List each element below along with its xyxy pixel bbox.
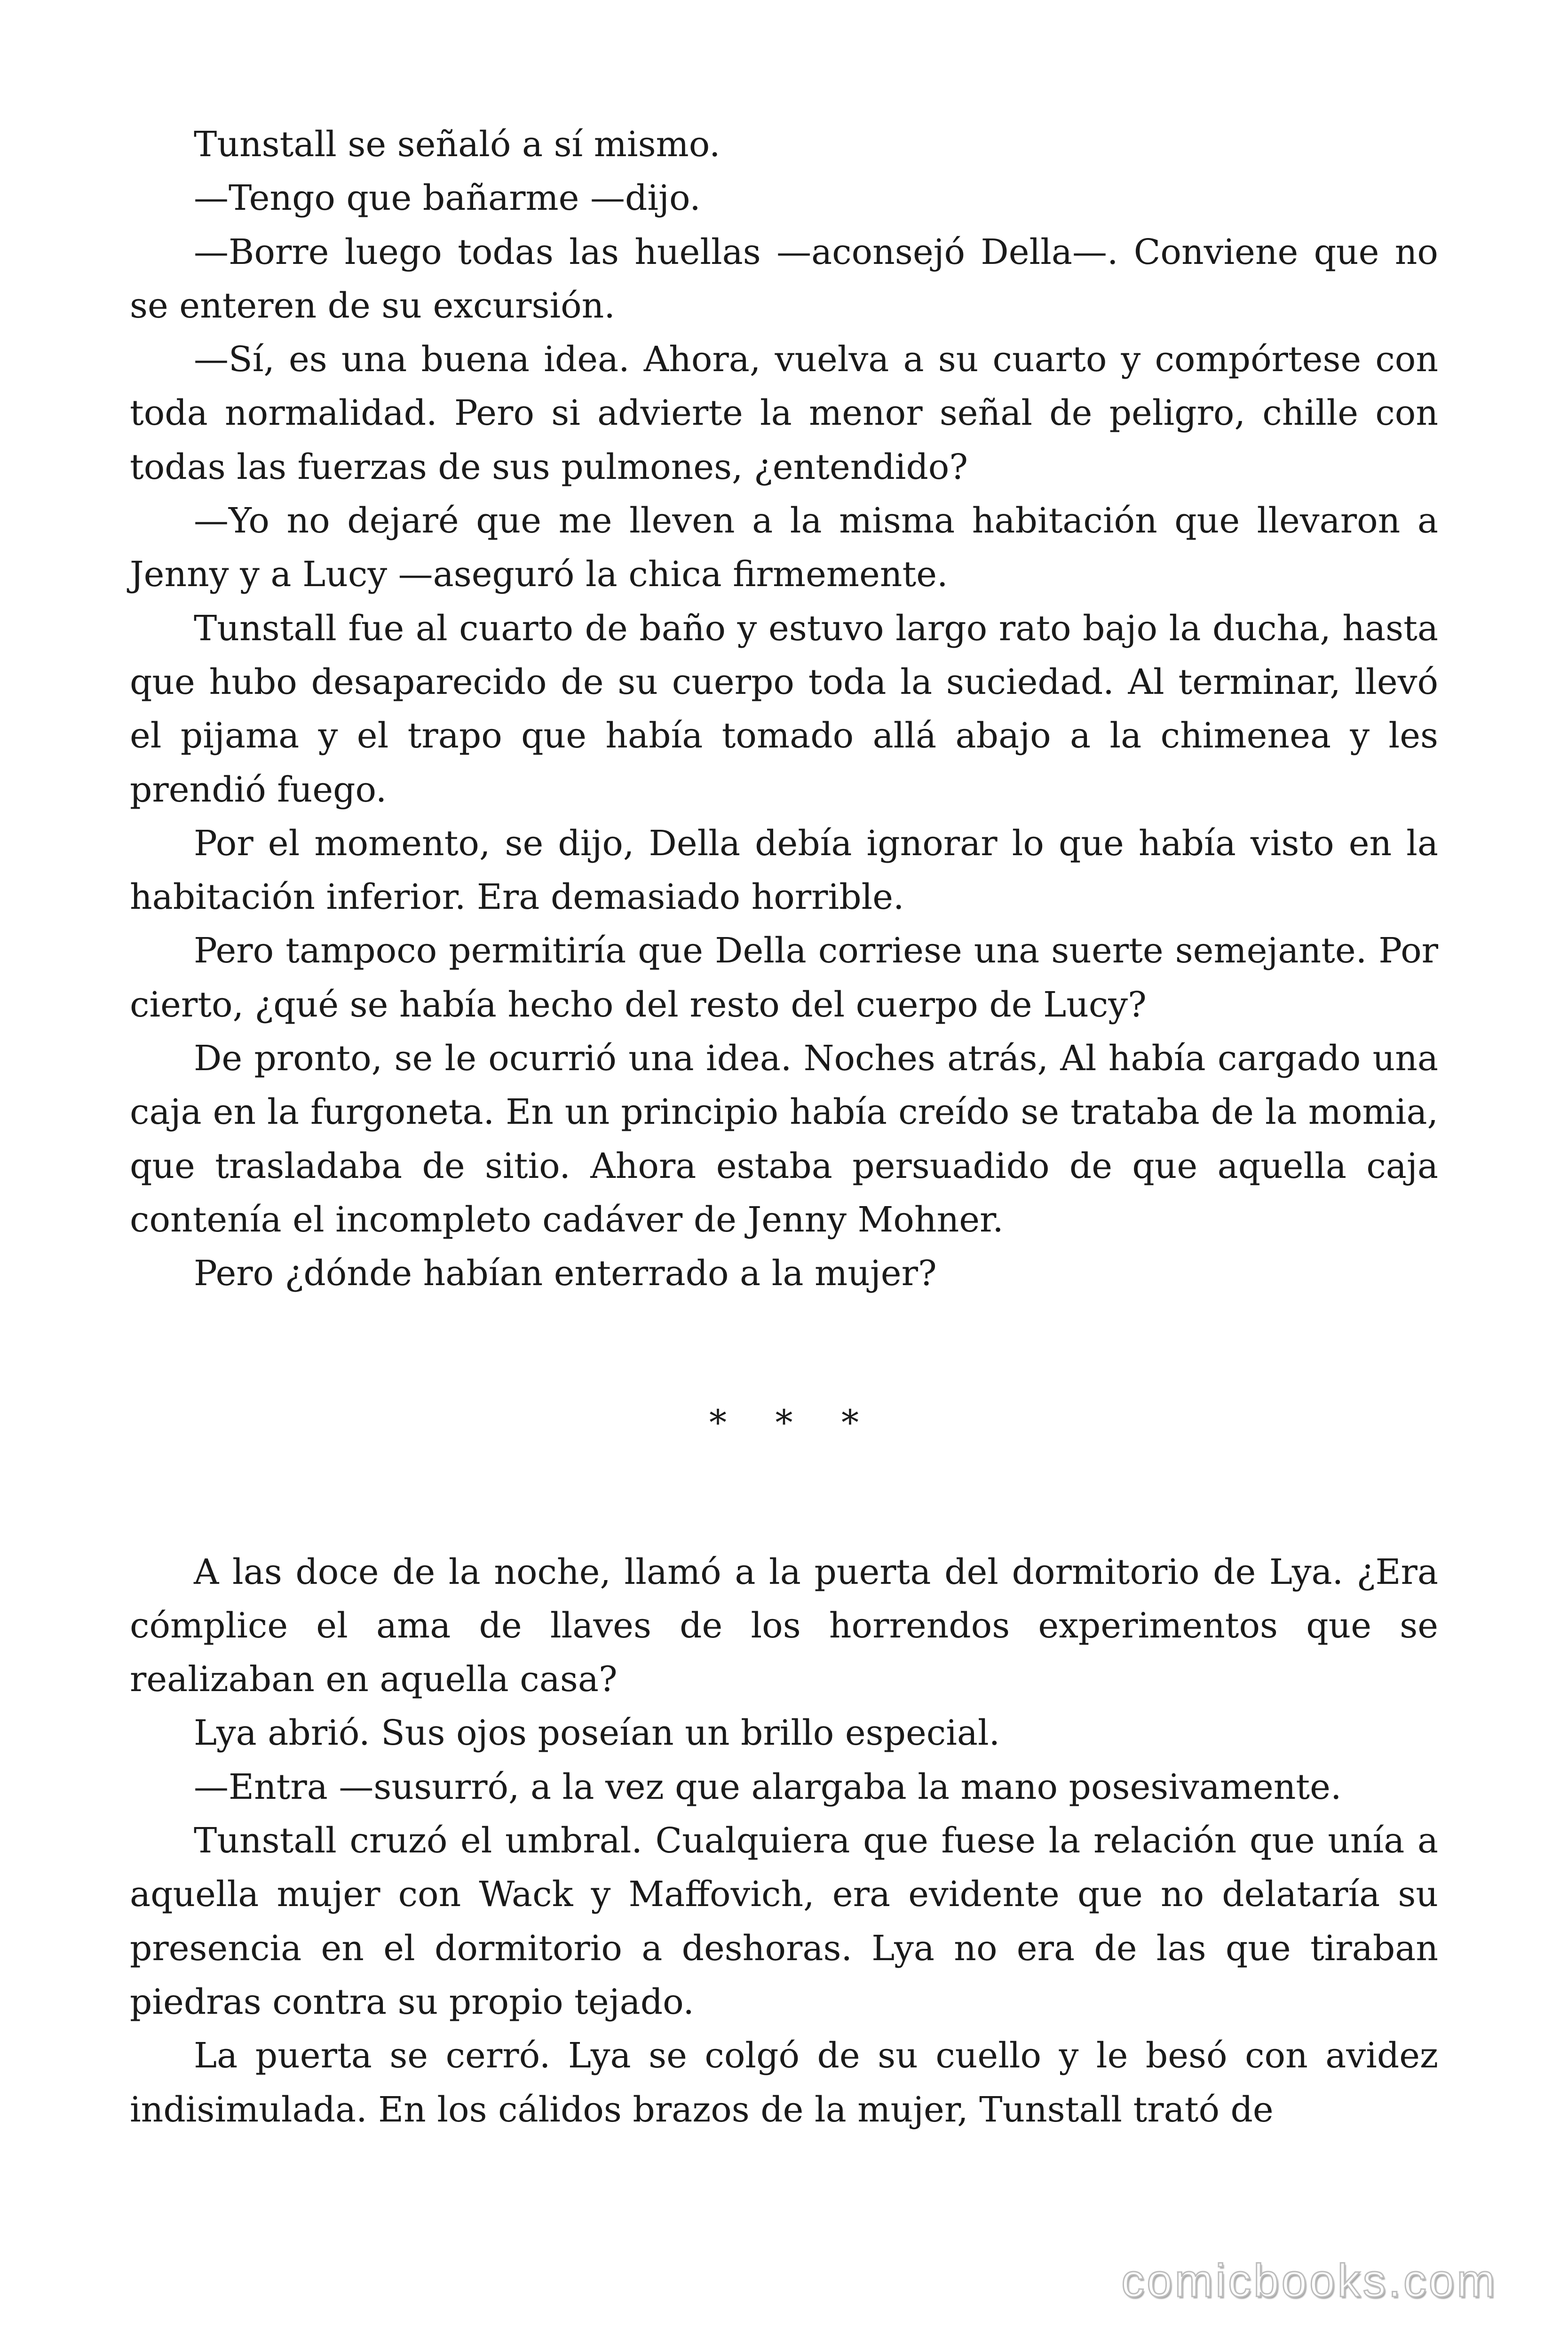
paragraph: Tunstall cruzó el umbral. Cualquiera que fuese la relación que unía a aquella mujer con Wack y Maffovich, era evidente que no delataría su presencia en el dormitorio a deshoras. Lya no era de las que tiraban piedras contra su propio tejado. — [130, 1820, 1438, 2022]
paragraph: —Borre luego todas las huellas —aconsejó Della—. Conviene que no se enteren de su excursión. — [130, 231, 1438, 326]
scene-break — [130, 1301, 1438, 1545]
paragraph: A las doce de la noche, llamó a la puerta del dormitorio de Lya. ¿Era cómplice el ama de llaves de los horrendos experimentos que se realizaban en aquella casa? — [130, 1551, 1438, 1700]
watermark: comicbooks.com — [1121, 2255, 1497, 2306]
paragraph: Pero tampoco permitiría que Della corriese una suerte semejante. Por cierto, ¿qué se había hecho del resto del cuerpo de Lucy? — [130, 930, 1438, 1025]
scene-break-asterisks: * * * — [709, 1402, 878, 1443]
paragraph: Por el momento, se dijo, Della debía ignorar lo que había visto en la habitación inferior. Era demasiado horrible. — [130, 823, 1438, 918]
paragraph: La puerta se cerró. Lya se colgó de su cuello y le besó con avidez indisimulada. En los cálidos brazos de la mujer, Tunstall trató de — [130, 2035, 1438, 2130]
paragraph: Pero ¿dónde habían enterrado a la mujer? — [194, 1253, 937, 1294]
paragraph: De pronto, se le ocurrió una idea. Noches atrás, Al había cargado una caja en la furgoneta. En un principio había creído se trataba de la momia, que trasladaba de sitio. Ahora estaba persuadido de que aquella caja contenía el incompleto cadáver de Jenny Mohner. — [130, 1038, 1438, 1240]
paragraph: —Yo no dejaré que me lleven a la misma habitación que llevaron a Jenny y a Lucy —aseguró la chica firmemente. — [130, 501, 1438, 595]
page-body — [130, 118, 1438, 2137]
paragraph: Lya abrió. Sus ojos poseían un brillo especial. — [194, 1713, 1000, 1754]
paragraph: —Tengo que bañarme —dijo. — [194, 178, 701, 219]
paragraph: Tunstall se señaló a sí mismo. — [194, 124, 721, 165]
paragraph: —Entra —susurró, a la vez que alargaba la mano posesivamente. — [194, 1766, 1342, 1807]
paragraph: —Sí, es una buena idea. Ahora, vuelva a su cuarto y compórtese con toda normalidad. Pero si advierte la menor señal de peligro, chille con todas las fuerzas de sus pulmones, ¿entendido? — [130, 339, 1438, 487]
paragraph: Tunstall fue al cuarto de baño y estuvo largo rato bajo la ducha, hasta que hubo desaparecido de su cuerpo toda la suciedad. Al terminar, llevó el pijama y el trapo que había tomado allá abajo a la chimenea y les prendió fuego. — [130, 608, 1438, 810]
